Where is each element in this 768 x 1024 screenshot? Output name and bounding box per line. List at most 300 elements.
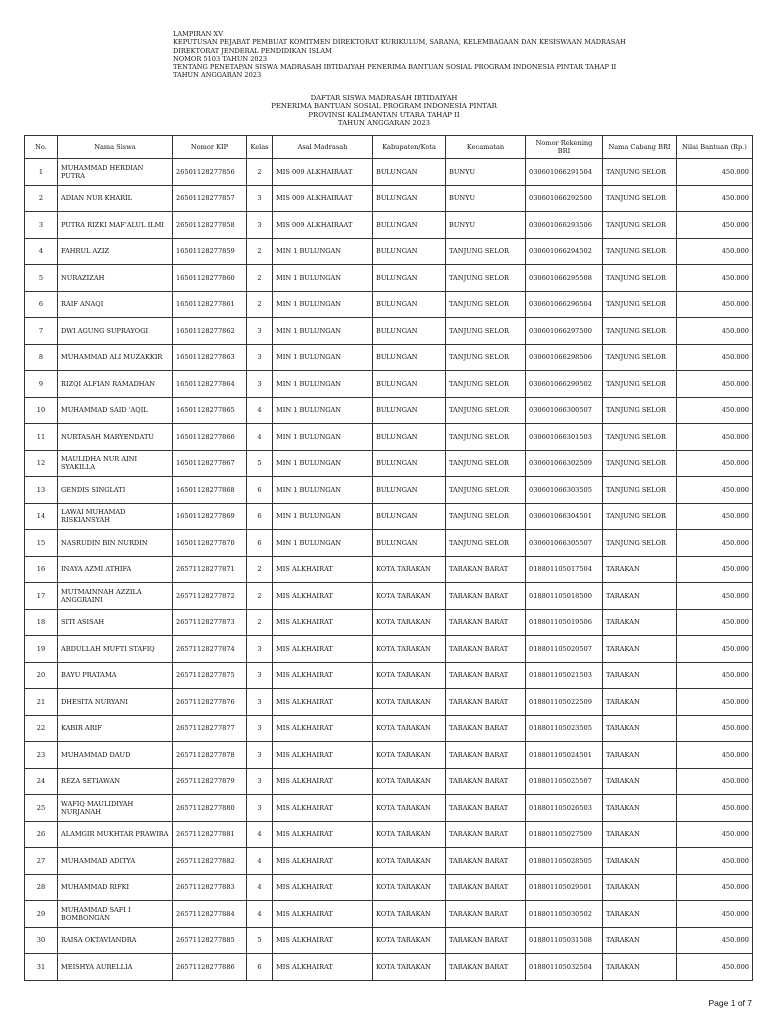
table-row xyxy=(25,927,753,954)
table-row xyxy=(25,848,753,875)
branch-name-cell: TANJUNG SELOR xyxy=(603,344,677,371)
kip-number-cell: 16501128277861 xyxy=(173,291,247,318)
table-row xyxy=(25,424,753,451)
student-name-cell: BAYU PRATAMA xyxy=(58,662,173,689)
grade-cell: 5 xyxy=(247,450,273,477)
account-number-cell: 030601066294502 xyxy=(526,238,603,265)
column-header: Nomor KIP xyxy=(173,136,247,159)
kip-number-cell: 26571128277880 xyxy=(173,795,247,822)
aid-amount-cell: 450.000 xyxy=(677,477,753,504)
grade-cell: 3 xyxy=(247,689,273,716)
grade-cell: 4 xyxy=(247,397,273,424)
district-cell: BUNYU xyxy=(446,185,526,212)
grade-cell: 4 xyxy=(247,821,273,848)
kip-number-cell: 26571128277883 xyxy=(173,874,247,901)
kip-number-cell: 26571128277871 xyxy=(173,556,247,583)
table-row xyxy=(25,397,753,424)
row-number-cell: 11 xyxy=(25,424,58,451)
column-header: Nilai Bantuan (Rp.) xyxy=(677,136,753,159)
header-line: NOMOR 5103 TAHUN 2023 xyxy=(173,54,268,63)
grade-cell: 6 xyxy=(247,503,273,530)
page-number: Page 1 of 7 xyxy=(708,998,752,1008)
grade-cell: 3 xyxy=(247,371,273,398)
regency-cell: KOTA TARAKAN xyxy=(373,874,446,901)
student-name-cell: MUHAMMAD ADITYA xyxy=(58,848,173,875)
kip-number-cell: 26571128277882 xyxy=(173,848,247,875)
header-line: TAHUN ANGGARAN 2023 xyxy=(173,71,262,80)
student-name-cell: ABDULLAH MUFTI STAFIQ xyxy=(58,636,173,663)
row-number-cell: 6 xyxy=(25,291,58,318)
row-number-cell: 2 xyxy=(25,185,58,212)
branch-name-cell: TARAKAN xyxy=(603,874,677,901)
kip-number-cell: 16501128277862 xyxy=(173,318,247,345)
table-row xyxy=(25,344,753,371)
row-number-cell: 4 xyxy=(25,238,58,265)
district-cell: TARAKAN BARAT xyxy=(446,689,526,716)
aid-amount-cell: 450.000 xyxy=(677,662,753,689)
aid-amount-cell: 450.000 xyxy=(677,795,753,822)
account-number-cell: 018801105024501 xyxy=(526,742,603,769)
madrasah-cell: MIS ALKHAIRAT xyxy=(273,742,373,769)
madrasah-cell: MIS ALKHAIRAT xyxy=(273,927,373,954)
column-header: Kelas xyxy=(247,136,273,159)
madrasah-cell: MIN 1 BULUNGAN xyxy=(273,318,373,345)
regency-cell: KOTA TARAKAN xyxy=(373,795,446,822)
branch-name-cell: TANJUNG SELOR xyxy=(603,530,677,557)
grade-cell: 2 xyxy=(247,159,273,186)
aid-amount-cell: 450.000 xyxy=(677,238,753,265)
account-number-cell: 018801105028505 xyxy=(526,848,603,875)
madrasah-cell: MIS ALKHAIRAT xyxy=(273,795,373,822)
account-number-cell: 030601066296504 xyxy=(526,291,603,318)
column-header: Nomor Rekening BRI xyxy=(526,136,603,159)
kip-number-cell: 26501128277858 xyxy=(173,212,247,239)
madrasah-cell: MIN 1 BULUNGAN xyxy=(273,371,373,398)
aid-amount-cell: 450.000 xyxy=(677,185,753,212)
kip-number-cell: 26571128277879 xyxy=(173,768,247,795)
grade-cell: 2 xyxy=(247,291,273,318)
branch-name-cell: TANJUNG SELOR xyxy=(603,265,677,292)
header-line: LAMPIRAN XV xyxy=(173,30,223,38)
district-cell: TARAKAN BARAT xyxy=(446,901,526,928)
student-name-cell: DHESITA NURYANI xyxy=(58,689,173,716)
madrasah-cell: MIS ALKHAIRAT xyxy=(273,954,373,981)
madrasah-cell: MIS ALKHAIRAT xyxy=(273,821,373,848)
student-name-cell: FAHRUL AZIZ xyxy=(58,238,173,265)
branch-name-cell: TARAKAN xyxy=(603,795,677,822)
title-line: PENERIMA BANTUAN SOSIAL PROGRAM INDONESIA PINTAR xyxy=(271,102,497,111)
column-header: Asal Madrasah xyxy=(273,136,373,159)
madrasah-cell: MIS ALKHAIRAT xyxy=(273,556,373,583)
madrasah-cell: MIS ALKHAIRAT xyxy=(273,583,373,610)
title-line: TAHUN ANGGARAN 2023 xyxy=(337,118,431,127)
branch-name-cell: TANJUNG SELOR xyxy=(603,450,677,477)
kip-number-cell: 26571128277873 xyxy=(173,609,247,636)
row-number-cell: 12 xyxy=(25,450,58,477)
student-name-cell: PUTRA RIZKI MAF'ALUL ILMI xyxy=(58,212,173,239)
madrasah-cell: MIS 009 ALKHAIRAAT xyxy=(273,159,373,186)
branch-name-cell: TANJUNG SELOR xyxy=(603,371,677,398)
branch-name-cell: TARAKAN xyxy=(603,927,677,954)
grade-cell: 3 xyxy=(247,742,273,769)
district-cell: TANJUNG SELOR xyxy=(446,397,526,424)
row-number-cell: 1 xyxy=(25,159,58,186)
branch-name-cell: TARAKAN xyxy=(603,689,677,716)
row-number-cell: 14 xyxy=(25,503,58,530)
district-cell: TANJUNG SELOR xyxy=(446,477,526,504)
aid-amount-cell: 450.000 xyxy=(677,715,753,742)
grade-cell: 2 xyxy=(247,238,273,265)
district-cell: TANJUNG SELOR xyxy=(446,318,526,345)
regency-cell: KOTA TARAKAN xyxy=(373,821,446,848)
regency-cell: BULUNGAN xyxy=(373,371,446,398)
district-cell: TARAKAN BARAT xyxy=(446,609,526,636)
student-name-cell: MUHAMMAD HERDIAN PUTRA xyxy=(58,159,173,186)
account-number-cell: 018801105018500 xyxy=(526,583,603,610)
row-number-cell: 8 xyxy=(25,344,58,371)
district-cell: TARAKAN BARAT xyxy=(446,715,526,742)
row-number-cell: 10 xyxy=(25,397,58,424)
district-cell: TARAKAN BARAT xyxy=(446,821,526,848)
aid-amount-cell: 450.000 xyxy=(677,530,753,557)
student-name-cell: ALAMGIR MUKHTAR PRAWIRA xyxy=(58,821,173,848)
header-line: TENTANG PENETAPAN SISWA MADRASAH IBTIDAIYAH PENERIMA BANTUAN SOSIAL PROGRAM INDONESIA PINTAR TAHAP II xyxy=(173,63,617,72)
row-number-cell: 21 xyxy=(25,689,58,716)
table-row xyxy=(25,238,753,265)
table-row xyxy=(25,503,753,530)
account-number-cell: 030601066293506 xyxy=(526,212,603,239)
student-name-cell: ADIAN NUR KHARIL xyxy=(58,185,173,212)
table-row xyxy=(25,874,753,901)
madrasah-cell: MIN 1 BULUNGAN xyxy=(273,397,373,424)
student-name-cell: DWI AGUNG SUPRAYOGI xyxy=(58,318,173,345)
table-row xyxy=(25,689,753,716)
aid-amount-cell: 450.000 xyxy=(677,874,753,901)
aid-amount-cell: 450.000 xyxy=(677,821,753,848)
student-name-cell: MAULIDHA NUR AINI SYAKILLA xyxy=(58,450,173,477)
account-number-cell: 018801105029501 xyxy=(526,874,603,901)
branch-name-cell: TARAKAN xyxy=(603,609,677,636)
branch-name-cell: TANJUNG SELOR xyxy=(603,424,677,451)
regency-cell: BULUNGAN xyxy=(373,424,446,451)
branch-name-cell: TARAKAN xyxy=(603,715,677,742)
regency-cell: BULUNGAN xyxy=(373,291,446,318)
district-cell: BUNYU xyxy=(446,212,526,239)
regency-cell: BULUNGAN xyxy=(373,450,446,477)
aid-amount-cell: 450.000 xyxy=(677,556,753,583)
regency-cell: KOTA TARAKAN xyxy=(373,583,446,610)
row-number-cell: 29 xyxy=(25,901,58,928)
aid-amount-cell: 450.000 xyxy=(677,318,753,345)
table-row xyxy=(25,583,753,610)
district-cell: TANJUNG SELOR xyxy=(446,371,526,398)
table-row xyxy=(25,821,753,848)
grade-cell: 3 xyxy=(247,768,273,795)
student-name-cell: NASRUDIN BIN NURDIN xyxy=(58,530,173,557)
regency-cell: BULUNGAN xyxy=(373,159,446,186)
kip-number-cell: 26571128277885 xyxy=(173,927,247,954)
madrasah-cell: MIS ALKHAIRAT xyxy=(273,768,373,795)
account-number-cell: 030601066302509 xyxy=(526,450,603,477)
district-cell: TARAKAN BARAT xyxy=(446,742,526,769)
document-title xyxy=(0,94,768,127)
row-number-cell: 24 xyxy=(25,768,58,795)
grade-cell: 3 xyxy=(247,662,273,689)
table-header-row xyxy=(25,136,753,159)
student-name-cell: LAWAI MUHAMAD RISKIANSYAH xyxy=(58,503,173,530)
table-row xyxy=(25,159,753,186)
aid-amount-cell: 450.000 xyxy=(677,901,753,928)
aid-amount-cell: 450.000 xyxy=(677,583,753,610)
account-number-cell: 018801105019506 xyxy=(526,609,603,636)
district-cell: TANJUNG SELOR xyxy=(446,503,526,530)
table-body xyxy=(25,159,753,981)
table-row xyxy=(25,477,753,504)
branch-name-cell: TARAKAN xyxy=(603,556,677,583)
student-name-cell: KABIR ARIF xyxy=(58,715,173,742)
branch-name-cell: TANJUNG SELOR xyxy=(603,318,677,345)
row-number-cell: 15 xyxy=(25,530,58,557)
madrasah-cell: MIS ALKHAIRAT xyxy=(273,874,373,901)
district-cell: TARAKAN BARAT xyxy=(446,583,526,610)
aid-amount-cell: 450.000 xyxy=(677,636,753,663)
document-header xyxy=(173,30,626,80)
aid-amount-cell: 450.000 xyxy=(677,689,753,716)
kip-number-cell: 26571128277872 xyxy=(173,583,247,610)
branch-name-cell: TARAKAN xyxy=(603,662,677,689)
table-row xyxy=(25,291,753,318)
kip-number-cell: 16501128277863 xyxy=(173,344,247,371)
branch-name-cell: TARAKAN xyxy=(603,954,677,981)
regency-cell: KOTA TARAKAN xyxy=(373,742,446,769)
regency-cell: BULUNGAN xyxy=(373,344,446,371)
branch-name-cell: TANJUNG SELOR xyxy=(603,185,677,212)
table-row xyxy=(25,318,753,345)
regency-cell: BULUNGAN xyxy=(373,212,446,239)
title-line: PROVINSI KALIMANTAN UTARA TAHAP II xyxy=(308,110,460,119)
table-row xyxy=(25,954,753,981)
kip-number-cell: 16501128277860 xyxy=(173,265,247,292)
regency-cell: BULUNGAN xyxy=(373,477,446,504)
branch-name-cell: TARAKAN xyxy=(603,848,677,875)
account-number-cell: 018801105021503 xyxy=(526,662,603,689)
district-cell: TANJUNG SELOR xyxy=(446,291,526,318)
regency-cell: BULUNGAN xyxy=(373,503,446,530)
row-number-cell: 5 xyxy=(25,265,58,292)
aid-amount-cell: 450.000 xyxy=(677,265,753,292)
branch-name-cell: TARAKAN xyxy=(603,821,677,848)
branch-name-cell: TANJUNG SELOR xyxy=(603,159,677,186)
district-cell: TANJUNG SELOR xyxy=(446,344,526,371)
student-name-cell: MUHAMMAD SAFI I BOMBONGAN xyxy=(58,901,173,928)
row-number-cell: 9 xyxy=(25,371,58,398)
grade-cell: 4 xyxy=(247,848,273,875)
branch-name-cell: TANJUNG SELOR xyxy=(603,503,677,530)
branch-name-cell: TANJUNG SELOR xyxy=(603,238,677,265)
row-number-cell: 30 xyxy=(25,927,58,954)
grade-cell: 3 xyxy=(247,636,273,663)
student-name-cell: GENDIS SINGLATI xyxy=(58,477,173,504)
district-cell: TARAKAN BARAT xyxy=(446,768,526,795)
aid-amount-cell: 450.000 xyxy=(677,503,753,530)
madrasah-cell: MIN 1 BULUNGAN xyxy=(273,238,373,265)
regency-cell: KOTA TARAKAN xyxy=(373,609,446,636)
column-header: No. xyxy=(25,136,58,159)
grade-cell: 6 xyxy=(247,954,273,981)
madrasah-cell: MIS ALKHAIRAT xyxy=(273,848,373,875)
branch-name-cell: TANJUNG SELOR xyxy=(603,477,677,504)
regency-cell: KOTA TARAKAN xyxy=(373,715,446,742)
table-row xyxy=(25,185,753,212)
madrasah-cell: MIS ALKHAIRAT xyxy=(273,689,373,716)
district-cell: TANJUNG SELOR xyxy=(446,238,526,265)
row-number-cell: 16 xyxy=(25,556,58,583)
student-name-cell: NURTASAH MARYENDATU xyxy=(58,424,173,451)
account-number-cell: 018801105025507 xyxy=(526,768,603,795)
district-cell: TARAKAN BARAT xyxy=(446,795,526,822)
district-cell: TARAKAN BARAT xyxy=(446,556,526,583)
row-number-cell: 17 xyxy=(25,583,58,610)
grade-cell: 3 xyxy=(247,185,273,212)
madrasah-cell: MIS 009 ALKHAIRAAT xyxy=(273,212,373,239)
student-name-cell: INAYA AZMI ATHIFA xyxy=(58,556,173,583)
grade-cell: 3 xyxy=(247,795,273,822)
grade-cell: 3 xyxy=(247,715,273,742)
account-number-cell: 030601066292500 xyxy=(526,185,603,212)
row-number-cell: 26 xyxy=(25,821,58,848)
kip-number-cell: 16501128277865 xyxy=(173,397,247,424)
aid-amount-cell: 450.000 xyxy=(677,159,753,186)
madrasah-cell: MIN 1 BULUNGAN xyxy=(273,424,373,451)
kip-number-cell: 26571128277875 xyxy=(173,662,247,689)
aid-amount-cell: 450.000 xyxy=(677,450,753,477)
row-number-cell: 22 xyxy=(25,715,58,742)
kip-number-cell: 16501128277870 xyxy=(173,530,247,557)
branch-name-cell: TARAKAN xyxy=(603,901,677,928)
table-row xyxy=(25,371,753,398)
grade-cell: 6 xyxy=(247,530,273,557)
district-cell: TARAKAN BARAT xyxy=(446,954,526,981)
account-number-cell: 030601066300507 xyxy=(526,397,603,424)
madrasah-cell: MIN 1 BULUNGAN xyxy=(273,503,373,530)
aid-amount-cell: 450.000 xyxy=(677,291,753,318)
student-name-cell: RAISA OKTAVIANDRA xyxy=(58,927,173,954)
account-number-cell: 030601066304501 xyxy=(526,503,603,530)
student-name-cell: WAFIQ MAULIDIYAH NURJANAH xyxy=(58,795,173,822)
grade-cell: 2 xyxy=(247,609,273,636)
account-number-cell: 030601066303505 xyxy=(526,477,603,504)
table-row xyxy=(25,795,753,822)
aid-amount-cell: 450.000 xyxy=(677,424,753,451)
student-name-cell: REZA SETIAWAN xyxy=(58,768,173,795)
table-row xyxy=(25,768,753,795)
district-cell: TARAKAN BARAT xyxy=(446,848,526,875)
branch-name-cell: TANJUNG SELOR xyxy=(603,291,677,318)
madrasah-cell: MIN 1 BULUNGAN xyxy=(273,530,373,557)
district-cell: TARAKAN BARAT xyxy=(446,874,526,901)
table-row xyxy=(25,450,753,477)
student-name-cell: MUHAMMAD DAUD xyxy=(58,742,173,769)
column-header: Nama Cabang BRI xyxy=(603,136,677,159)
regency-cell: BULUNGAN xyxy=(373,397,446,424)
account-number-cell: 018801105027509 xyxy=(526,821,603,848)
regency-cell: BULUNGAN xyxy=(373,530,446,557)
aid-amount-cell: 450.000 xyxy=(677,848,753,875)
row-number-cell: 13 xyxy=(25,477,58,504)
aid-amount-cell: 450.000 xyxy=(677,954,753,981)
grade-cell: 3 xyxy=(247,318,273,345)
regency-cell: BULUNGAN xyxy=(373,238,446,265)
aid-amount-cell: 450.000 xyxy=(677,927,753,954)
aid-amount-cell: 450.000 xyxy=(677,344,753,371)
aid-amount-cell: 450.000 xyxy=(677,742,753,769)
header-line: KEPUTUSAN PEJABAT PEMBUAT KOMITMEN DIREKTORAT KURIKULUM, SARANA, KELEMBAGAAN DAN KESISWAAN MADRASAH xyxy=(173,38,626,47)
kip-number-cell: 16501128277864 xyxy=(173,371,247,398)
row-number-cell: 7 xyxy=(25,318,58,345)
kip-number-cell: 26571128277877 xyxy=(173,715,247,742)
branch-name-cell: TANJUNG SELOR xyxy=(603,397,677,424)
regency-cell: KOTA TARAKAN xyxy=(373,901,446,928)
kip-number-cell: 26571128277886 xyxy=(173,954,247,981)
account-number-cell: 018801105020507 xyxy=(526,636,603,663)
grade-cell: 4 xyxy=(247,901,273,928)
student-name-cell: MUHAMMAD RIFKI xyxy=(58,874,173,901)
branch-name-cell: TARAKAN xyxy=(603,636,677,663)
student-name-cell: NURAZIZAH xyxy=(58,265,173,292)
kip-number-cell: 16501128277867 xyxy=(173,450,247,477)
row-number-cell: 3 xyxy=(25,212,58,239)
grade-cell: 3 xyxy=(247,344,273,371)
kip-number-cell: 26571128277881 xyxy=(173,821,247,848)
account-number-cell: 018801105022509 xyxy=(526,689,603,716)
grade-cell: 2 xyxy=(247,583,273,610)
regency-cell: KOTA TARAKAN xyxy=(373,662,446,689)
madrasah-cell: MIN 1 BULUNGAN xyxy=(273,477,373,504)
recipient-table xyxy=(24,135,753,981)
title-line: DAFTAR SISWA MADRASAH IBTIDAIYAH xyxy=(310,94,458,102)
aid-amount-cell: 450.000 xyxy=(677,768,753,795)
account-number-cell: 018801105030502 xyxy=(526,901,603,928)
regency-cell: KOTA TARAKAN xyxy=(373,927,446,954)
kip-number-cell: 26571128277884 xyxy=(173,901,247,928)
account-number-cell: 030601066295508 xyxy=(526,265,603,292)
aid-amount-cell: 450.000 xyxy=(677,371,753,398)
grade-cell: 2 xyxy=(247,265,273,292)
row-number-cell: 27 xyxy=(25,848,58,875)
grade-cell: 4 xyxy=(247,874,273,901)
student-name-cell: RAIF ANAQI xyxy=(58,291,173,318)
kip-number-cell: 16501128277868 xyxy=(173,477,247,504)
madrasah-cell: MIN 1 BULUNGAN xyxy=(273,344,373,371)
student-name-cell: MUTMAINNAH AZZILA ANGGRAINI xyxy=(58,583,173,610)
grade-cell: 2 xyxy=(247,556,273,583)
regency-cell: BULUNGAN xyxy=(373,318,446,345)
madrasah-cell: MIS ALKHAIRAT xyxy=(273,636,373,663)
table-row xyxy=(25,530,753,557)
grade-cell: 6 xyxy=(247,477,273,504)
table-row xyxy=(25,742,753,769)
table-row xyxy=(25,556,753,583)
table-row xyxy=(25,609,753,636)
table-row xyxy=(25,715,753,742)
kip-number-cell: 26501128277857 xyxy=(173,185,247,212)
account-number-cell: 030601066297500 xyxy=(526,318,603,345)
regency-cell: BULUNGAN xyxy=(373,265,446,292)
kip-number-cell: 26501128277856 xyxy=(173,159,247,186)
account-number-cell: 018801105026503 xyxy=(526,795,603,822)
branch-name-cell: TANJUNG SELOR xyxy=(603,212,677,239)
account-number-cell: 030601066301503 xyxy=(526,424,603,451)
